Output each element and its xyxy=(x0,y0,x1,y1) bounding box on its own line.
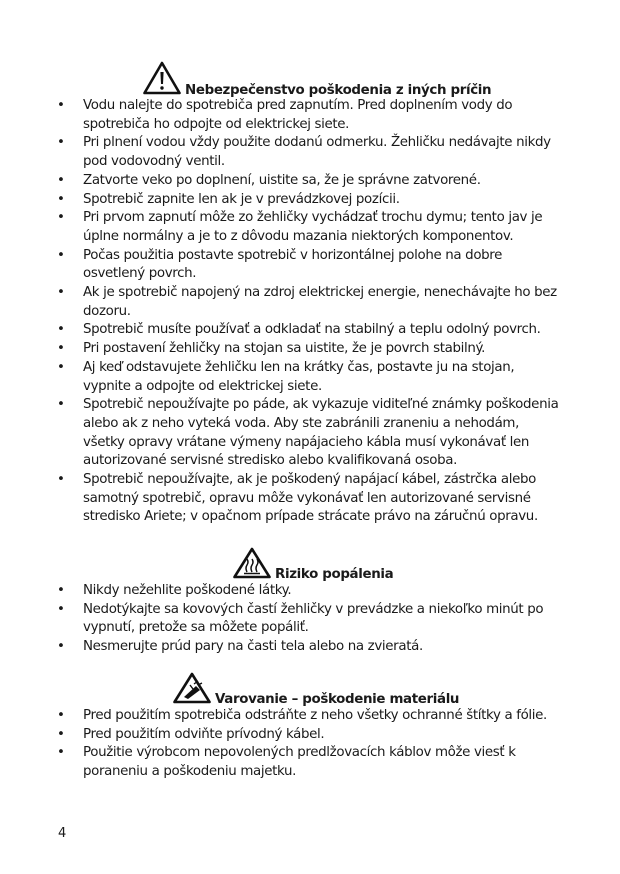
list-item-text: Spotrebič musíte používať a odkladať na stabilný a teplu odolný povrch. xyxy=(83,322,541,338)
list-item-text: Nikdy nežehlite poškodené látky. xyxy=(83,583,292,598)
list-item-text: Zatvorte veko po doplnení, uistite sa, že je správne zatvorené. xyxy=(83,172,481,188)
hot-surface-warning-icon xyxy=(233,547,271,579)
list-item xyxy=(0,726,563,745)
list-item-text: Spotrebič nepoužívajte po páde, ak vykazuje viditeľné známky poškodenia alebo ak z neho vyteká voda. Aby ste zabránili zraneniu a nehodám, všetky opravy vrátane výmeny napájacieho kábla musí vykonávať len autorizované servisné stredisko alebo kvalifikovaná osoba. xyxy=(83,397,559,469)
bullet: • xyxy=(57,135,65,151)
list-item xyxy=(0,638,563,657)
bullet: • xyxy=(57,397,65,413)
list-item-text: Pred použitím spotrebiča odstráňte z neho všetky ochranné štítky a fólie. xyxy=(83,708,547,723)
bullet: • xyxy=(57,472,65,488)
bullet: • xyxy=(57,359,65,375)
bullet: • xyxy=(57,745,65,761)
list-item xyxy=(0,601,563,638)
bullet: • xyxy=(57,210,65,226)
bullet: • xyxy=(57,583,65,598)
section-title: Nebezpečenstvo poškodenia z iných príčin xyxy=(185,83,492,98)
list-item xyxy=(0,97,563,134)
list-item xyxy=(0,209,563,246)
bullet: • xyxy=(57,708,65,723)
section-heading-damage xyxy=(143,61,492,98)
section-heading-burn xyxy=(233,547,394,582)
page-number: 4 xyxy=(58,826,67,841)
material-damage-warning-icon xyxy=(173,672,211,704)
warning-exclamation-icon xyxy=(143,61,181,95)
section-heading-material xyxy=(173,672,460,707)
list-item xyxy=(0,134,563,171)
list-item xyxy=(0,172,563,191)
list-item-text: Spotrebič nepoužívajte, ak je poškodený napájací kábel, zástrčka alebo samotný spotrebič, opravu môže vykonávať len autorizované servisné stredisko Ariete; v opačnom prípade strácate právo na záručnú opravu. xyxy=(83,472,538,525)
bullet: • xyxy=(57,98,65,113)
list-item-text: Ak je spotrebič napojený na zdroj elektrickej energie, nenechávajte ho bez dozoru. xyxy=(83,285,557,319)
list-item xyxy=(0,582,563,601)
section-list-material xyxy=(0,707,563,782)
bullet: • xyxy=(57,285,65,301)
list-item-text: Pri postavení žehličky na stojan sa uistite, že je povrch stabilný. xyxy=(83,341,486,357)
list-item xyxy=(0,396,563,471)
list-item-text: Pred použitím odviňte prívodný kábel. xyxy=(83,726,325,742)
bullet: • xyxy=(57,322,65,338)
list-item-text: Spotrebič zapnite len ak je v prevádzkovej pozícii. xyxy=(83,191,400,207)
list-item xyxy=(0,471,563,527)
list-item xyxy=(0,191,563,210)
list-item xyxy=(0,284,563,321)
bullet: • xyxy=(57,247,65,263)
bullet: • xyxy=(57,639,65,655)
bullet: • xyxy=(57,601,65,617)
bullet: • xyxy=(57,341,65,357)
list-item-text: Počas použitia postavte spotrebič v horizontálnej polohe na dobre osvetlený povrch. xyxy=(83,247,503,282)
list-item-text: Pri prvom zapnutí môže zo žehličky vychádzať trochu dymu; tento jav je úplne normálny a je to z dôvodu mazania niektorých komponentov. xyxy=(83,210,543,244)
list-item xyxy=(0,340,563,359)
list-item-text: Aj keď odstavujete žehličku len na krátky čas, postavte ju na stojan, vypnite a odpojte od elektrickej siete. xyxy=(83,359,515,394)
list-item-text: Použitie výrobcom nepovolených predlžovacích káblov môže viesť k poraneniu a poškodeniu majetku. xyxy=(83,745,516,780)
section-list-burn xyxy=(0,582,563,657)
list-item-text: Nesmerujte prúd pary na časti tela alebo na zvieratá. xyxy=(83,639,423,655)
list-item xyxy=(0,247,563,284)
section-title: Varovanie – poškodenie materiálu xyxy=(215,692,460,707)
bullet: • xyxy=(57,726,65,742)
list-item xyxy=(0,321,563,340)
bullet: • xyxy=(57,191,65,207)
list-item-text: Vodu nalejte do spotrebiča pred zapnutím. Pred doplnením vody do spotrebiča ho odpojte od elektrickej siete. xyxy=(83,98,513,132)
bullet: • xyxy=(57,172,65,188)
list-item xyxy=(0,707,563,726)
list-item xyxy=(0,359,563,396)
list-item xyxy=(0,744,563,781)
list-item-text: Pri plnení vodou vždy použite dodanú odmerku. Žehličku nedávajte nikdy pod vodovodný ventil. xyxy=(83,135,551,170)
list-item-text: Nedotýkajte sa kovových častí žehličky v prevádzke a niekoľko minút po vypnutí, pretože sa môžete popáliť. xyxy=(83,601,544,636)
section-list-damage xyxy=(0,97,563,527)
section-title: Riziko popálenia xyxy=(275,567,394,582)
